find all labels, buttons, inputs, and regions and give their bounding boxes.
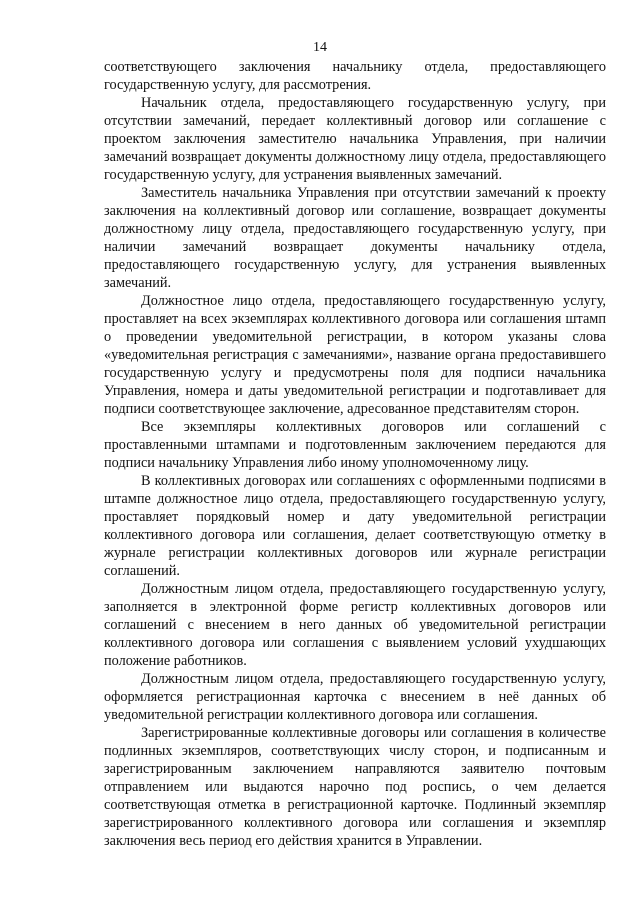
paragraph-registration-number: В коллективных договорах или соглашениях с оформленными подписями в штампе должностное лицо отдела, предоставляющего государственную услугу, проставляет порядковый номер и дату уведомительной регистрации коллективного договора или соглашения, делает соответствующую отметку в журнале регистрации коллективных договоров или журнале регистрации соглашений.	[104, 473, 606, 579]
page-number: 14	[313, 40, 327, 55]
paragraph-continuation: соответствующего заключения начальнику отдела, предоставляющего государственную услугу, для рассмотрения.	[104, 59, 606, 93]
paragraph-registration-card: Должностным лицом отдела, предоставляющего государственную услугу, оформляется регистрационная карточка с внесением в неё данных об уведомительной регистрации коллективного договора или соглашения.	[104, 671, 606, 723]
paragraph-stamp: Должностное лицо отдела, предоставляющего государственную услугу, проставляет на всех экземплярах коллективного договора или соглашения штамп о проведении уведомительной регистрации, в котором указаны слова «уведомительная регистрация с замечаниями», название органа предоставившего государственную услугу и предусмотрены поля для подписи начальника Управления, номера и даты уведомительной регистрации и подготавливает для подписи соответствующее заключение, адресованное представителям сторон.	[104, 293, 606, 417]
document-body	[104, 58, 606, 850]
paragraph-delivery-storage: Зарегистрированные коллективные договоры или соглашения в количестве подлинных экземпляров, соответствующих числу сторон, и подписанным и зарегистрированным заключением направляются заявителю почтовым отправлением или выдаются нарочно под роспись, о чем делается соответствующая отметка в регистрационной карточке. Подлинный экземпляр зарегистрированного коллективного договора или соглашения и экземпляр заключения весь период его действия хранится в Управлении.	[104, 725, 606, 849]
paragraph-signature-transfer: Все экземпляры коллективных договоров или соглашений с проставленными штампами и подготовленным заключением передаются для подписи начальнику Управления либо иному уполномоченному лицу.	[104, 419, 606, 471]
paragraph-deputy-head: Заместитель начальника Управления при отсутствии замечаний к проекту заключения на коллективный договор или соглашение, возвращает документы должностному лицу отдела, предоставляющего государственную услугу, при наличии замечаний возвращает документы начальнику отдела, предоставляющего государственную услугу, для устранения выявленных замечаний.	[104, 185, 606, 291]
paragraph-electronic-register: Должностным лицом отдела, предоставляющего государственную услугу, заполняется в электронной форме регистр коллективных договоров или соглашений с внесением в него данных об уведомительной регистрации коллективного договора или соглашения с выявлением условий ухудшающих положение работников.	[104, 581, 606, 669]
paragraph-department-head: Начальник отдела, предоставляющего государственную услугу, при отсутствии замечаний, передает коллективный договор или соглашение с проектом заключения заместителю начальника Управления, при наличии замечаний возвращает документы должностному лицу отдела, предоставляющего государственную услугу, для устранения выявленных замечаний.	[104, 95, 606, 183]
